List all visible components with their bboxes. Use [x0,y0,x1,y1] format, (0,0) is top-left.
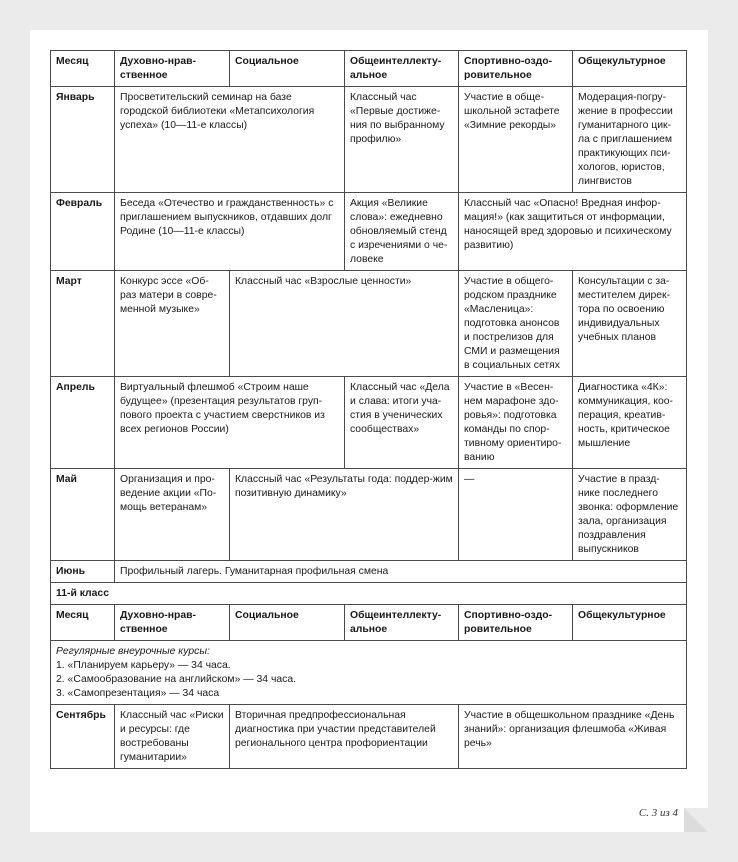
cell-sport: Участие в «Весен-нем марафоне здо-ровья»: подготовка команды по спор-тивному ориентиро-ванию [459,377,573,469]
month-cell: Июнь [51,561,115,583]
table-row-april [51,377,687,469]
course-item: 2. «Самообразование на английском» — 34 часа. [56,674,297,685]
header-cultural: Общекультурное [573,51,687,87]
header-sport: Спортивно-оздо-ровительное [459,605,573,641]
cell-intellectual: Классный час «Дела и слава: итоги уча-стия в ученических сообществах» [345,377,459,469]
header-sport: Спортивно-оздо-ровительное [459,51,573,87]
header-intellectual: Общеинтеллекту-альное [345,51,459,87]
cell-intellectual: Классный час «Первые достиже-ния по выбранному профилю» [345,87,459,193]
courses-row [51,641,687,705]
header-spiritual: Духовно-нрав-ственное [115,605,230,641]
table-row-march [51,271,687,377]
header-intellectual: Общеинтеллекту-альное [345,605,459,641]
cell-spiritual-social: Виртуальный флешмоб «Строим наше будущее» (презентация результатов груп-пового проекта с участием сверстников из всех регионов России) [115,377,345,469]
header-month: Месяц [51,51,115,87]
cell-sport-cultural: Классный час «Опасно! Вредная инфор-мация!» (как защититься от информации, наносящей вред здоровью и психическому развитию) [459,193,687,271]
cell-sport-cultural: Участие в общешкольном празднике «День знаний»: организация флешмоба «Живая речь» [459,705,687,769]
cell-spiritual: Конкурс эссе «Об-раз матери в совре-менной музыке» [115,271,230,377]
cell-sport: — [459,469,573,561]
month-cell: Май [51,469,115,561]
cell-sport: Участие в обще-школьной эстафете «Зимние рекорды» [459,87,573,193]
month-cell: Апрель [51,377,115,469]
cell-cultural: Участие в празд-нике последнего звонка: оформление зала, организация поздравления выпускников [573,469,687,561]
course-item: 3. «Самопрезентация» — 34 часа [56,688,220,699]
cell-sport: Участие в общего-родском празднике «Масленица»: подготовка анонсов и пострелизов для СМИ и размещения в социальных сетях [459,271,573,377]
cell-cultural: Консультации с за-местителем дирек-тора по освоению индивидуальных учебных планов [573,271,687,377]
cell-spiritual-social: Беседа «Отечество и гражданственность» с приглашением выпускников, отдавших долг Родине (10—11-е классы) [115,193,345,271]
grade-row [51,583,687,605]
grade-title: 11-й класс [51,583,687,605]
courses-title: Регулярные внеурочные курсы: [56,646,210,657]
page-corner-fold [684,808,708,832]
cell-spiritual-social: Просветительский семинар на базе городской библиотеки «Метапсихология успеха» (10—11-е классы) [115,87,345,193]
activities-table-11-grade [50,582,687,769]
cell-cultural: Модерация-погру-жение в профессии гуманитарного цик-ла с приглашением практикующих пси-хологов, юристов, лингвистов [573,87,687,193]
activities-table-10-grade [50,50,687,583]
month-cell: Март [51,271,115,377]
page-number: С. 3 из 4 [638,807,678,819]
course-item: 1. «Планируем карьеру» — 34 часа. [56,660,231,671]
table-row-january [51,87,687,193]
regular-courses-cell [51,641,687,705]
header-social: Социальное [230,605,345,641]
header-cultural: Общекультурное [573,605,687,641]
cell-all-directions: Профильный лагерь. Гуманитарная профильная смена [115,561,687,583]
cell-cultural: Диагностика «4К»: коммуникация, коо-перация, креатив-ность, критическое мышление [573,377,687,469]
table-row-february [51,193,687,271]
month-cell: Январь [51,87,115,193]
header-row [51,51,687,87]
document-page [30,30,708,832]
header-social: Социальное [230,51,345,87]
cell-spiritual: Классный час «Риски и ресурсы: где востребованы гуманитарии» [115,705,230,769]
header-month: Месяц [51,605,115,641]
month-cell: Сентябрь [51,705,115,769]
cell-spiritual: Организация и про-ведение акции «По-мощь ветеранам» [115,469,230,561]
header-spiritual: Духовно-нрав-ственное [115,51,230,87]
cell-social-intellectual: Классный час «Взрослые ценности» [230,271,459,377]
cell-social-intellectual: Классный час «Результаты года: поддер-жим позитивную динамику» [230,469,459,561]
table-row-june [51,561,687,583]
cell-intellectual: Акция «Великие слова»: ежедневно обновляемый стенд с изречениями о че-ловеке [345,193,459,271]
table-row-may [51,469,687,561]
month-cell: Февраль [51,193,115,271]
table-row-september [51,705,687,769]
cell-social-intellectual: Вторичная предпрофессиональная диагностика при участии представителей регионального центра профориентации [230,705,459,769]
header-row [51,605,687,641]
